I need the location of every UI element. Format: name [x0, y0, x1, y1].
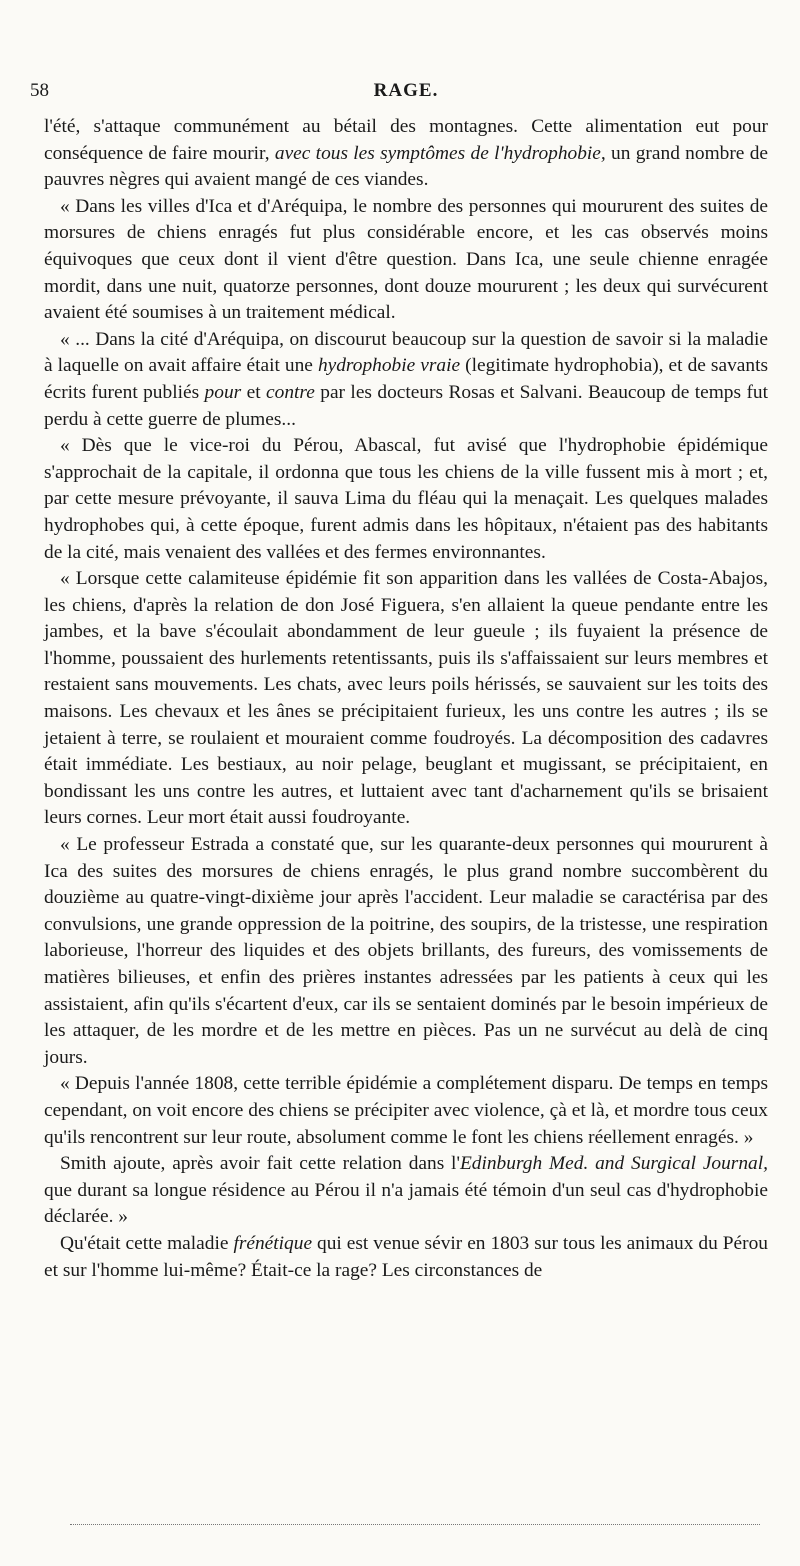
- italic-text: Edinburgh Med. and Surgical Journal,: [459, 1153, 768, 1175]
- footer-rule: [70, 1524, 760, 1525]
- text-segment: l'été, s'attaque communément au bétail des montagnes. Cette alimentation eut pour conséquence de faire mourir,: [44, 116, 768, 164]
- italic-text: contre: [266, 381, 315, 403]
- text-segment: qui est venue sévir en 1803 sur tous les animaux du Pérou et sur l'homme lui-même? Était-ce la rage? Les circonstances de: [44, 1232, 768, 1281]
- text-segment: « Depuis l'année 1808, cette terrible épidémie a complétement disparu. De temps en temps cependant, on voit encore des chiens se précipiter avec violence, çà et là, et mordre tous ceux qu'ils rencontrent sur leur route, absolument comme le font les chiens réellement enragés. »: [44, 1073, 768, 1148]
- text-segment: « ... Dans la cité d'Aréquipa, on discourut beaucoup sur la question de savoir si la maladie à laquelle on avait affaire était une: [44, 328, 768, 377]
- body-text: [44, 114, 768, 1284]
- paragraph: [44, 1151, 768, 1231]
- paragraph: [44, 114, 768, 194]
- running-title: RAGE.: [373, 80, 439, 101]
- text-segment: Qu'était cette maladie: [60, 1232, 234, 1254]
- text-segment: par les docteurs Rosas et Salvani. Beaucoup de temps fut perdu à cette guerre de plumes...: [44, 381, 768, 430]
- paragraph: [44, 194, 768, 327]
- document-page: [30, 80, 769, 1284]
- paragraph: [44, 433, 768, 566]
- italic-text: avec tous les symptômes de l'hydrophobie,: [274, 142, 606, 164]
- paragraph: [44, 327, 768, 433]
- italic-text: pour: [204, 381, 242, 403]
- text-segment: « Lorsque cette calamiteuse épidémie fit son apparition dans les vallées de Costa-Abajos, les chiens, d'après la relation de don José Figuera, s'en allaient la queue pendante entre les jambes, et la bave s'écoulait abondamment de leur gueule ; ils fuyaient la présence de l'homme, poussaient des hurlements retentissants, puis ils s'affaissaient sur leurs membres et restaient sans mouvements. Les chats, avec leurs poils hérissés, se sauvaient sur les toits des maisons. Les chevaux et les ânes se précipitaient furieux, les uns contre les autres ; ils se jetaient à terre, se roulaient et mouraient comme foudroyés. La décomposition des cadavres était immédiate. Les bestiaux, au noir pelage, beuglant et mugissant, se précipitaient, en bondissant les uns contre les autres, et luttaient avec tant d'acharnement qu'ils se brisaient leurs cornes. Leur mort était aussi foudroyante.: [44, 568, 768, 829]
- paragraph: [44, 832, 768, 1071]
- paragraph: [44, 566, 768, 832]
- paragraph: [44, 1231, 768, 1284]
- italic-text: hydrophobie vraie: [317, 355, 461, 377]
- text-segment: Smith ajoute, après avoir fait cette relation dans l': [60, 1153, 460, 1175]
- text-segment: « Dans les villes d'Ica et d'Aréquipa, le nombre des personnes qui moururent des suites de morsures de chiens enragés fut plus considérable encore, et les cas observés moins équivoques que ceux dont il vient d'être question. Dans Ica, une seule chienne enragée mordit, dans une nuit, quatorze personnes, dont douze moururent ; les deux qui survécurent avaient été soumises à un traitement médical.: [44, 195, 768, 324]
- text-segment: que durant sa longue résidence au Pérou il n'a jamais été témoin d'un seul cas d'hydrophobie déclarée. »: [44, 1179, 768, 1228]
- italic-text: frénétique: [233, 1232, 313, 1254]
- text-segment: un grand nombre de pauvres nègres qui avaient mangé de ces viandes.: [44, 142, 768, 191]
- paragraph: [44, 1071, 768, 1151]
- text-segment: (legitimate hydrophobia), et de savants écrits furent publiés: [44, 355, 769, 403]
- text-segment: « Le professeur Estrada a constaté que, sur les quarante-deux personnes qui moururent à Ica des suites des morsures de chiens enragés, le plus grand nombre succombèrent du douzième au quatre-vingt-dixième jour après l'accident. Leur maladie se caractérisa par des convulsions, une grande oppression de la poitrine, des soupirs, de la tristesse, une respiration laborieuse, l'horreur des liquides et des objets brillants, des fureurs, des vomissements de matières bilieuses, et enfin des prières instantes adressées par les patients à ceux qui les assistaient, afin qu'ils s'écartent d'eux, car ils se sentaient dominés par le besoin impérieux de les attaquer, de les mordre et de les mettre en pièces. Pas un ne survécut au delà de cinq jours.: [44, 834, 768, 1068]
- text-segment: « Dès que le vice-roi du Pérou, Abascal, fut avisé que l'hydrophobie épidémique s'approchait de la capitale, il ordonna que tous les chiens de la ville fussent mis à mort ; et, par cette mesure prévoyante, il sauva Lima du fléau qui la menaçait. Les quelques malades hydrophobes qui, à cette époque, furent admis dans les hôpitaux, n'étaient pas des habitants de la cité, mais venaient des vallées et des fermes environnantes.: [44, 435, 768, 563]
- page-header: [30, 80, 768, 114]
- text-segment: et: [241, 381, 267, 403]
- page-number: 58: [30, 80, 49, 101]
